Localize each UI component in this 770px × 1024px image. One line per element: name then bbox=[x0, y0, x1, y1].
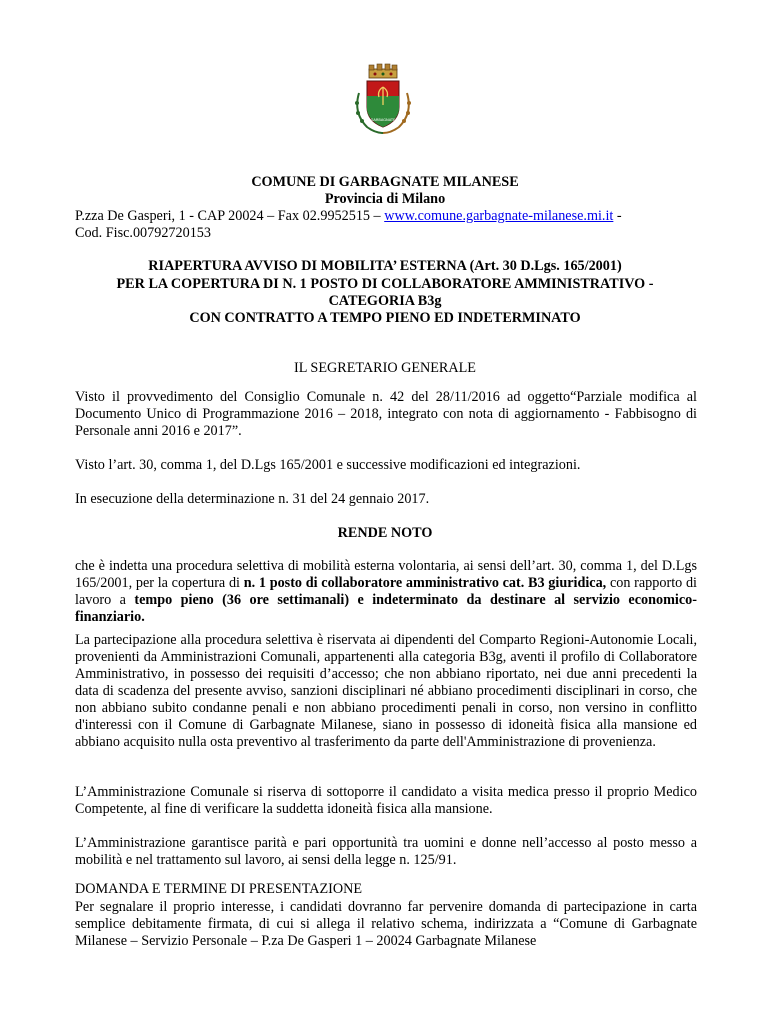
title-line-2: PER LA COPERTURA DI N. 1 POSTO DI COLLABORATORE AMMINISTRATIVO - bbox=[116, 276, 654, 292]
address-text: P.zza De Gasperi, 1 - CAP 20024 – Fax 02.9952515 – bbox=[75, 208, 385, 224]
segretario-heading: IL SEGRETARIO GENERALE bbox=[294, 360, 476, 376]
domanda-heading: DOMANDA E TERMINE DI PRESENTAZIONE bbox=[75, 881, 363, 897]
svg-text:GARBAGNATE: GARBAGNATE bbox=[370, 118, 396, 122]
address-suffix: - bbox=[613, 208, 622, 224]
indetta-contract: tempo pieno (36 ore settimanali) e indeterminato da destinare al servizio economico-finanziario. bbox=[75, 592, 697, 625]
comune-name: COMUNE DI GARBAGNATE MILANESE bbox=[251, 174, 519, 190]
partecipazione-paragraph: La partecipazione alla procedura selettiva è riservata ai dipendenti del Comparto Regioni-Autonomie Locali, provenienti da Amministrazioni Comunali, appartenenti alla categoria B3g, aventi il profilo di Collaboratore Amministrativo, in possesso dei requisiti d’accesso; che non abbiano riportato, nei due anni precedenti la data di scadenza del presente avviso, sanzioni disciplinari né abbiano procedimenti disciplinari in corso, che non abbiano subito condanne penali e non abbiano procedimenti penali in corso, non versino in conflitto d'interessi con il Comune di Garbagnate Milanese, siano in possesso di idoneità fisica alla mansione ed abbiano acquisito nulla osta preventivo al trasferimento da parte dell'Amministrazione di provenienza. bbox=[75, 632, 697, 750]
address-line bbox=[75, 208, 703, 225]
riserva-paragraph: L’Amministrazione Comunale si riserva di sottoporre il candidato a visita medica presso il proprio Medico Competente, al fine di verificare la suddetta idoneità fisica alla mansione. bbox=[75, 784, 697, 817]
indetta-paragraph bbox=[75, 558, 697, 626]
municipal-crest-logo bbox=[349, 63, 417, 135]
esecuzione-paragraph: In esecuzione della determinazione n. 31 del 24 gennaio 2017. bbox=[75, 491, 430, 507]
title-line-3: CATEGORIA B3g bbox=[328, 293, 442, 309]
website-link[interactable]: www.comune.garbagnate-milanese.mi.it bbox=[384, 208, 614, 224]
visto-paragraph-2: Visto l’art. 30, comma 1, del D.Lgs 165/2001 e successive modificazioni ed integrazioni. bbox=[75, 457, 581, 473]
indetta-post: n. 1 posto di collaboratore amministrativo cat. B3 giuridica, bbox=[243, 575, 607, 591]
rende-noto-heading: RENDE NOTO bbox=[337, 525, 433, 541]
indetta-text-2: con rapporto di lavoro a bbox=[75, 575, 697, 608]
indetta-text-1: che è indetta una procedura selettiva di mobilità esterna volontaria, ai sensi dell’art. 30, comma 1, del D.Lgs 165/2001, per la copertura di bbox=[75, 558, 697, 591]
parita-paragraph: L’Amministrazione garantisce parità e pari opportunità tra uomini e donne nell’accesso al posto messo a mobilità e nel trattamento sul lavoro, ai sensi della legge n. 125/91. bbox=[75, 835, 697, 868]
title-line-4: CON CONTRATTO A TEMPO PIENO ED INDETERMINATO bbox=[189, 310, 581, 326]
visto-paragraph-1: Visto il provvedimento del Consiglio Comunale n. 42 del 28/11/2016 ad oggetto“Parziale modifica al Documento Unico di Programmazione 2016 – 2018, integrato con nota di aggiornamento - Fabbisogno di Personale anni 2016 e 2017”. bbox=[75, 389, 697, 439]
title-line-1: RIAPERTURA AVVISO DI MOBILITA’ ESTERNA (Art. 30 D.Lgs. 165/2001) bbox=[148, 258, 622, 274]
domanda-paragraph: Per segnalare il proprio interesse, i candidati dovranno far pervenire domanda di partecipazione in carta semplice debitamente firmata, di cui si allega il relativo schema, indirizzata a “Comune di Garbagnate Milanese – Servizio Personale – P.za De Gasperi 1 – 20024 Garbagnate Milanese bbox=[75, 899, 697, 949]
fiscal-code: Cod. Fisc.00792720153 bbox=[75, 225, 211, 241]
provincia: Provincia di Milano bbox=[324, 191, 446, 207]
